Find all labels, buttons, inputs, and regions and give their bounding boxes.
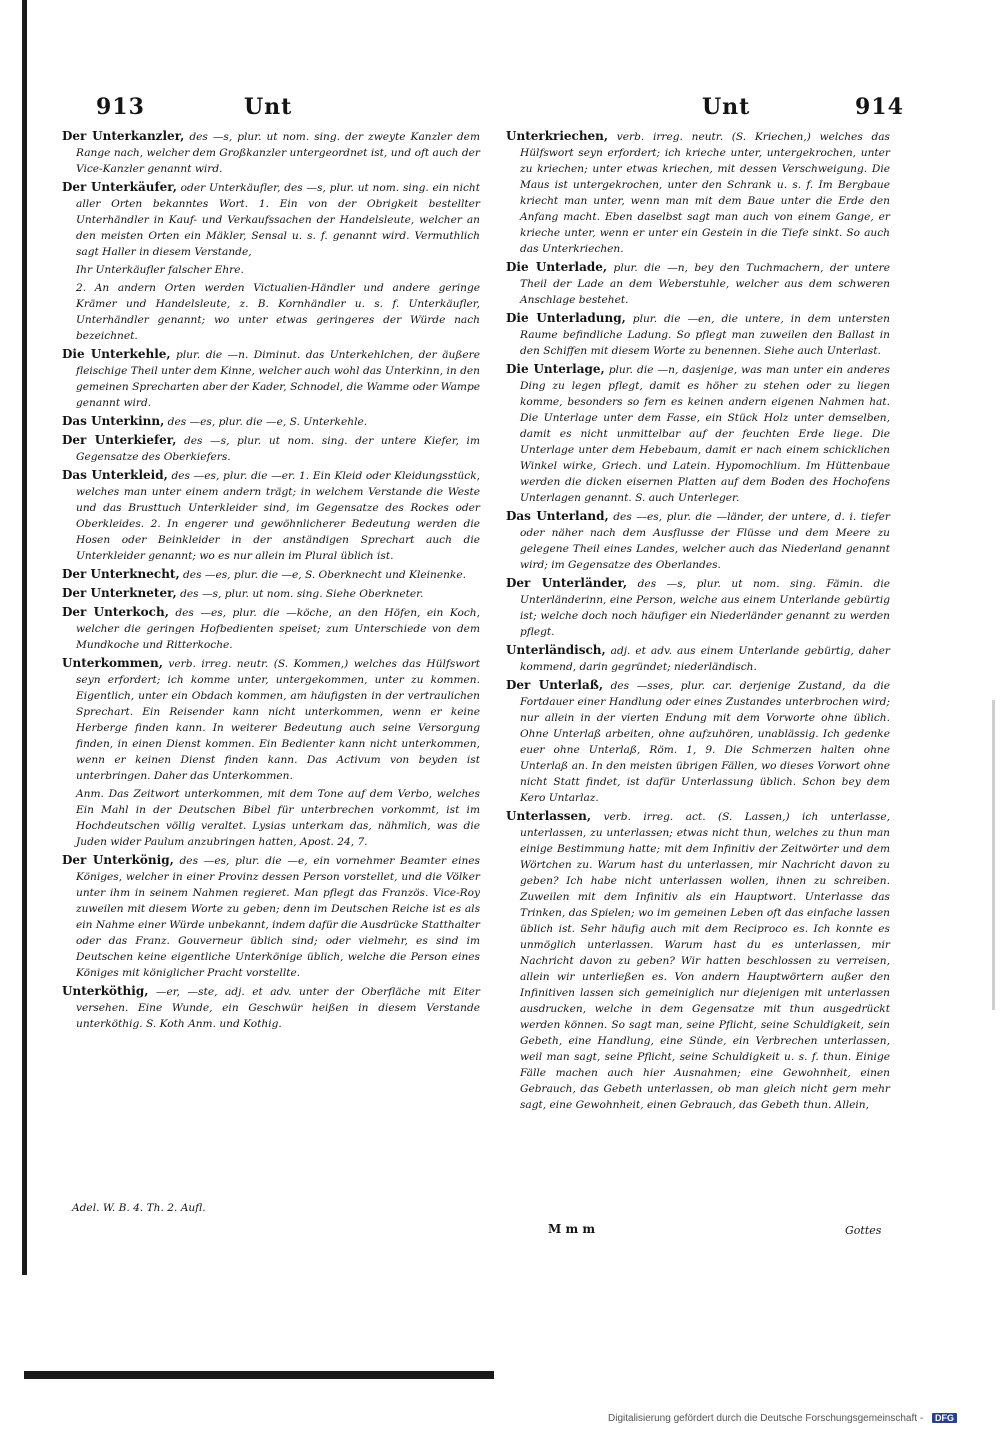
entry-text: des —sses, plur. car. derjenige Zustand, da die Fortdauer einer Handlung oder eines Zustandes unterbrochen wird; nur allein in der vierten Endung mit dem Vorworte ohne üblich. Ohne Unterlaß arbeiten, ohne aufzuhören, unablässig. Ich gedenke euer ohne Unterlaß, Röm. 1, 9. Die Schmerzen halten ohne Unterlaß an. In den meisten übrigen Fällen, wo dieses Vorwort ohne nicht Statt findet, ist dafür Unterlassung üblich. Schon bey dem Kero Untarlaz. (520, 680, 891, 804)
entry-lemma: Das Unterkleid, (62, 468, 168, 482)
dictionary-entry (62, 655, 480, 784)
entry-text: plur. die —en, die untere, in dem untersten Raume befindliche Ladung. So pflegt man zuweilen den Ballast in den Schiffen mit diesem Worte zu benennen. Siehe auch Unterlast. (520, 313, 890, 357)
entry-text: des —es, plur. die —köche, an den Höfen, ein Koch, welcher die geringen Hofbedienten speiset; zum Unterschiede von dem Mundkoche und Ritterkoche. (76, 607, 481, 651)
entry-lemma: Der Unterkneter, (62, 586, 177, 600)
entry-lemma: Die Unterlage, (506, 362, 605, 376)
entry-lemma: Die Unterlade, (506, 260, 608, 274)
sheet-signature: M m m (548, 1222, 596, 1236)
entry-text: des —es, plur. die —länder, der untere, d. i. tiefer oder näher nach dem Ausflusse der Flüsse und dem Meere zu gelegene Theil eines Landes, welcher auch das Niederland genannt wird; im Gegensatze des Oberlandes. (520, 511, 891, 571)
dictionary-entry (62, 604, 480, 653)
entry-text: des —s, plur. ut nom. sing. der zweyte Kanzler dem Range nach, welcher dem Großkanzler untergeordnet ist, und oft auch der Vice-Kanzler genannt wird. (76, 131, 480, 175)
entry-text: des —s, plur. ut nom. sing. der untere Kiefer, im Gegensatze des Oberkiefers. (76, 435, 480, 463)
entry-lemma: Unterlassen, (506, 809, 592, 823)
catchword: Gottes (845, 1224, 882, 1237)
page-number-left: 913 (96, 94, 145, 120)
entry-text: Ihr Unterkäufler falscher Ehre. (76, 264, 244, 276)
entry-lemma: Der Unterländer, (506, 576, 628, 590)
dictionary-entry (506, 508, 890, 573)
entry-lemma: Der Unterlaß, (506, 678, 604, 692)
entry-text: des —es, plur. die —e, ein vornehmer Beamter eines Königes, welcher in einer Provinz dessen Person vorstellet, und die Völker unter ihm in seinem Nahmen regieret. Man pflegt das Französ. Vice-Roy zuweilen mit diesem Worte zu geben; denn im Deutschen Reiche ist es als ein Nahme einer Würde unbekannt, indem dafür die Ausdrücke Statthalter oder das Franz. Gouverneur üblich sind; oder vielmehr, es sind im Deutschen keine eigentliche Unterkönige üblich, welche die Person eines Königes mit königlicher Pracht vorstellte. (76, 855, 480, 979)
entry-lemma: Der Unterknecht, (62, 567, 180, 581)
digitization-credit (608, 1413, 957, 1424)
entry-lemma: Die Unterladung, (506, 311, 626, 325)
dictionary-entry (62, 128, 480, 177)
entry-text: des —s, plur. ut nom. sing. Siehe Oberkneter. (176, 588, 424, 600)
entry-text: plur. die —n. Diminut. das Unterkehlchen, der äußere fleischige Theil unter dem Kinne, welcher auch wohl das Unterkinn, in den gemeinen Sprecharten aber der Kader, Schnodel, die Wamme oder Wampe genannt wird. (76, 349, 480, 409)
dfg-logo: DFG (932, 1413, 957, 1423)
running-head-right: Unt (702, 94, 751, 120)
entry-lemma: Der Unterkanzler, (62, 129, 185, 143)
entry-lemma: Der Unterkäufer, (62, 180, 177, 194)
left-margin-rule (22, 0, 27, 1275)
dictionary-entry (506, 642, 890, 675)
entry-lemma: Unterkriechen, (506, 129, 609, 143)
dictionary-entry (506, 808, 890, 1113)
entry-lemma: Der Unterkiefer, (62, 433, 177, 447)
entry-text: —er, —ste, adj. et adv. unter der Oberfläche mit Eiter versehen. Eine Wunde, ein Geschwür heißen in diesem Verstande unterköthig. S. Koth Anm. und Kothig. (76, 986, 480, 1030)
dictionary-entry (62, 852, 480, 981)
bottom-scan-edge (24, 1371, 494, 1379)
dictionary-entry (506, 575, 890, 640)
entry-text: verb. irreg. act. (S. Lassen,) ich unterlasse, unterlassen, zu unterlassen; etwas nicht thun, welches zu thun man einige Bestimmung hatte; mit dem Infinitiv der Zeitwörter und dem Wörtchen zu. Warum hast du unterlassen, mir Nachricht davon zu geben? Ich habe nicht unterlassen wollen, ihnen zu schreiben. Zuweilen mit dem Infinitiv als ein Hauptwort. Unterlasse das Trinken, das Spielen; wo im gemeinen Leben oft das einfache lassen üblich ist. Sehr häufig auch mit dem Reciproco es. Ich konnte es unmöglich unterlassen. Warum hast du es unterlassen, mir Nachricht davon zu geben? Wir hatten beschlossen zu verreisen, allein wir unterließen es. Von andern Hauptwörtern außer den Infinitiven lassen sich gemeiniglich nur diejenigen mit unterlassen ausdrucken, welche in dem Gegensatze mit thun ausgedrückt werden können. So sagt man, seine Pflicht, seine Schuldigkeit, sein Gebeth, eine Handlung, eine Sünde, ein Verbrechen unterlassen, weil man sagt, seine Pflicht, seine Schuldigkeit u. s. f. thun. Einige Fälle machen auch hier Ausnahmen; eine Gewohnheit, einen Gebrauch, das Gebeth unterlassen, ob man gleich nicht gern mehr sagt, eine Gewohnheit, einen Gebrauch, das Gebeth thun. Allein, (520, 811, 890, 1111)
entry-lemma: Der Unterkönig, (62, 853, 174, 867)
dictionary-entry (506, 677, 890, 806)
dictionary-entry (62, 585, 480, 602)
dictionary-entry (62, 413, 480, 430)
dictionary-entry (506, 310, 890, 359)
digitization-note: Digitalisierung gefördert durch die Deutsche Forschungsgemeinschaft - (608, 1413, 924, 1424)
left-column (62, 128, 480, 1034)
entry-lemma: Unterkommen, (62, 656, 163, 670)
dictionary-entry (62, 467, 480, 564)
right-scan-shadow (992, 700, 995, 1010)
entry-lemma: Der Unterkoch, (62, 605, 169, 619)
dictionary-entry (62, 432, 480, 465)
entry-text: des —es, plur. die —e, S. Oberknecht und Kleinenke. (179, 569, 466, 581)
entry-lemma: Unterländisch, (506, 643, 606, 657)
entry-text: plur. die —n, bey den Tuchmachern, der untere Theil der Lade an dem Weberstuhle, welcher aus dem schweren Anschlage bestehet. (520, 262, 890, 306)
entry-lemma: Unterköthig, (62, 984, 149, 998)
dictionary-entry (62, 983, 480, 1032)
entry-text: verb. irreg. neutr. (S. Kommen,) welches das Hülfswort seyn erfordert; ich komme unter, untergekommen, unter zu kommen. Eigentlich, unter ein Obdach kommen, am häufigsten in der vertraulichen Sprechart. Ein Reisender kann nicht unterkommen, wenn er keine Herberge finden kann. In weiterer Bedeutung auch seine Versorgung finden, in einen Dienst kommen. Ein Bedienter kann nicht unterkommen, wenn er keinen Dienst finden kann. Das Activum von beyden ist unterbringen. Daher das Unterkommen. (76, 658, 480, 782)
dictionary-entry (506, 259, 890, 308)
entry-text: adj. et adv. aus einem Unterlande gebürtig, daher kommend, darin gegründet; niederländisch. (520, 645, 890, 673)
entry-lemma: Das Unterkinn, (62, 414, 165, 428)
entry-lemma: Das Unterland, (506, 509, 609, 523)
entry-text: verb. irreg. neutr. (S. Kriechen,) welches das Hülfswort seyn erfordert; ich krieche unter, untergekrochen, unter zu kriechen; unter etwas kriechen, mit dessen Verschweigung. Die Maus ist untergekrochen, unter den Schrank u. s. f. Im Bergbaue kriecht man unter, wenn man mit dem Baue unter die Erde den Anfang macht. Eben daselbst sagt man auch von einem Gange, er krieche unter, wenn er unter ein Gestein in die Tiefe sinkt. So auch das Unterkriechen. (520, 131, 890, 255)
right-column (506, 128, 890, 1115)
dictionary-entry (506, 361, 890, 506)
entry-text: 2. An andern Orten werden Victualien-Händler und andere geringe Krämer und Handelsleute, z. B. Kornhändler u. s. f. Unterkäufler, Unterhändler genannt; wo unter etwas geringeres der Würde nach bezeichnet. (76, 282, 480, 342)
entry-text: des —es, plur. die —e, S. Unterkehle. (164, 416, 368, 428)
page-number-right: 914 (855, 94, 904, 120)
dictionary-entry (62, 346, 480, 411)
bibliographic-signature: Adel. W. B. 4. Th. 2. Aufl. (72, 1202, 206, 1214)
running-head-left: Unt (244, 94, 293, 120)
dictionary-entry (62, 179, 480, 260)
dictionary-entry (62, 566, 480, 583)
entry-text: des —es, plur. die —er. 1. Ein Kleid oder Kleidungsstück, welches man unter einem andern trägt; in welchem Verstande die Weste und das Brusttuch Unterkleider sind, im Gegensatze des Rockes oder Oberkleides. 2. In engerer und gewöhnlicherer Bedeutung werden die Hosen oder Beinkleider in der anständigen Sprechart auch die Unterkleider genannt; wo es nur allein im Plural üblich ist. (76, 470, 480, 562)
dictionary-entry (62, 262, 480, 278)
entry-text: Anm. Das Zeitwort unterkommen, mit dem Tone auf dem Verbo, welches Ein Mahl in der Deutschen Bibel für unterbrechen vorkommt, ist im Hochdeutschen völlig veraltet. Lysias unterkam das, nähmlich, was die Juden wider Paulum anzubringen hatten, Apost. 24, 7. (76, 788, 480, 848)
dictionary-entry (506, 128, 890, 257)
entry-text: oder Unterkäufler, des —s, plur. ut nom. sing. ein nicht aller Orten bekanntes Wort. 1. Ein von der Obrigkeit bestellter Unterhändler in Kauf- und Verkaufssachen der Handelsleute, welcher an den meisten Orten ein Mäkler, Sensal u. s. f. genannt wird. Vermuthlich sagt Haller in diesem Verstande, (76, 182, 481, 258)
entry-text: des —s, plur. ut nom. sing. Fämin. die Unterländerinn, eine Person, welche aus einem Unterlande gebürtig ist; welche doch noch häufiger ein Niederländer genannt zu werden pflegt. (520, 578, 890, 638)
dictionary-entry (62, 786, 480, 850)
dictionary-entry (62, 280, 480, 344)
entry-text: plur. die —n, dasjenige, was man unter ein anderes Ding zu legen pflegt, damit es höher zu stehen oder zu liegen komme, besonders so fern es keinen andern eigenen Nahmen hat. Die Unterlage unter dem Fasse, ein Stück Holz unter demselben, damit es nicht unmittelbar auf der feuchten Erde liege. Die Unterlage unter dem Hebebaum, damit er nach einem schicklichen Winkel wirke, Griech. und Latein. Hypomochlium. Im Hüttenbaue werden die dicken eisernen Platten auf dem Boden des Hochofens Unterlagen genannt. S. auch Unterleger. (520, 364, 890, 504)
entry-lemma: Die Unterkehle, (62, 347, 171, 361)
